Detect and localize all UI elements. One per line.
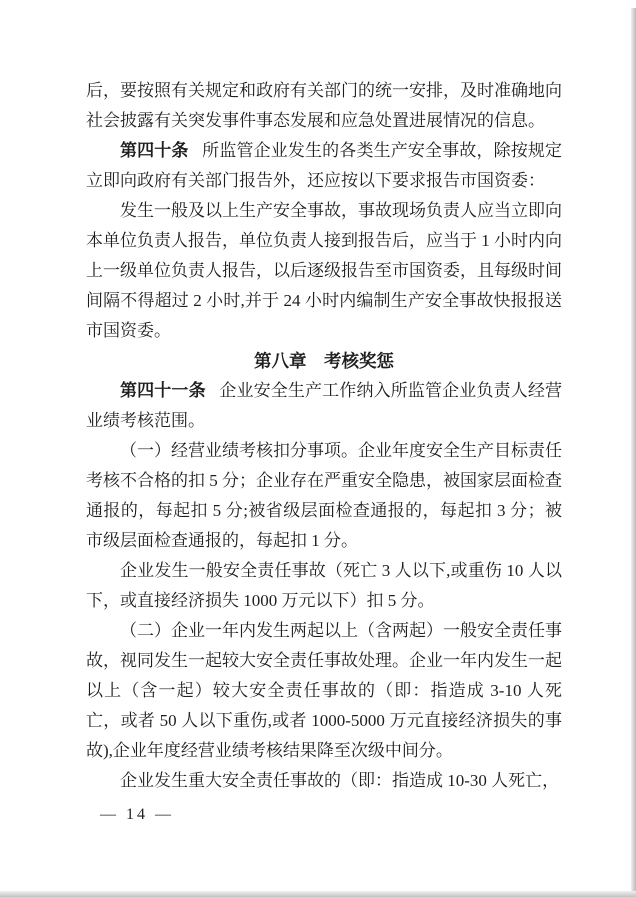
document-body [86, 76, 562, 796]
paragraph-accident-reporting: 发生一般及以上生产安全事故，事故现场负责人应当立即向本单位负责人报告，单位负责人接到报告后，应当于 1 小时内向上一级单位负责人报告，以后逐级报告至市国资委，且每级时间间隔不得超过 2 小时,并于 24 小时内编制生产安全事故快报报送市国资委。 [86, 201, 562, 340]
chapter-heading: 第八章 考核奖惩 [254, 351, 394, 371]
page-edge-bottom [0, 891, 636, 897]
paragraph-deduction-item-1: （一）经营业绩考核扣分事项。企业年度安全生产目标责任考核不合格的扣 5 分；企业存在严重安全隐患，被国家层面检查通报的，每起扣 5 分;被省级层面检查通报的，每起扣 3 分；被市级层面检查通报的，每起扣 1 分。 [86, 441, 562, 550]
paragraph-general-accident-deduction: 企业发生一般安全责任事故（死亡 3 人以下,或重伤 10 人以下，或直接经济损失 1000 万元以下）扣 5 分。 [86, 561, 562, 610]
article-40-number: 第四十条 [120, 141, 189, 160]
page-edge-right [631, 8, 636, 897]
paragraph-article-40 [86, 136, 562, 196]
article-40-text: 所监管企业发生的各类生产安全事故，除按规定立即向政府有关部门报告外，还应按以下要求报告市国资委： [86, 141, 563, 190]
paragraph-major-accident: 企业发生重大安全责任事故的（即：指造成 10-30 人死亡， [120, 771, 560, 790]
paragraph-continuation: 后，要按照有关规定和政府有关部门的统一安排，及时准确地向社会披露有关突发事件事态发展和应急处置进展情况的信息。 [86, 81, 562, 130]
paragraph-article-41 [86, 376, 562, 436]
article-41-number: 第四十一条 [120, 381, 206, 400]
article-41-text: 企业安全生产工作纳入所监管企业负责人经营业绩考核范围。 [86, 381, 563, 430]
paragraph-deduction-item-2: （二）企业一年内发生两起以上（含两起）一般安全责任事故，视同发生一起较大安全责任事故处理。企业一年内发生一起以上（含一起）较大安全责任事故的（即：指造成 3-10 人死亡，或者 50 人以下重伤,或者 1000-5000 万元直接经济损失的事故),企业年度经营业绩考核结果降至次级中间分。 [86, 621, 562, 760]
page-number: — 14 — [100, 806, 174, 823]
